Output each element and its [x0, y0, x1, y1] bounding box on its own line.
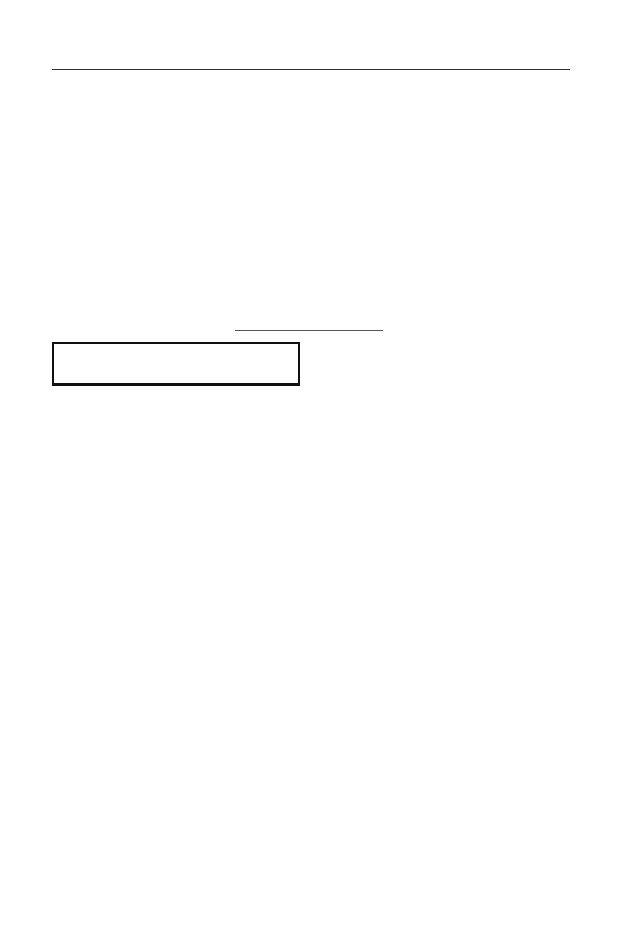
page-header [52, 43, 570, 67]
locals-left-column [52, 342, 300, 403]
section-divider [235, 330, 383, 331]
locals-heading-box [52, 342, 300, 386]
header-rule [52, 69, 570, 70]
